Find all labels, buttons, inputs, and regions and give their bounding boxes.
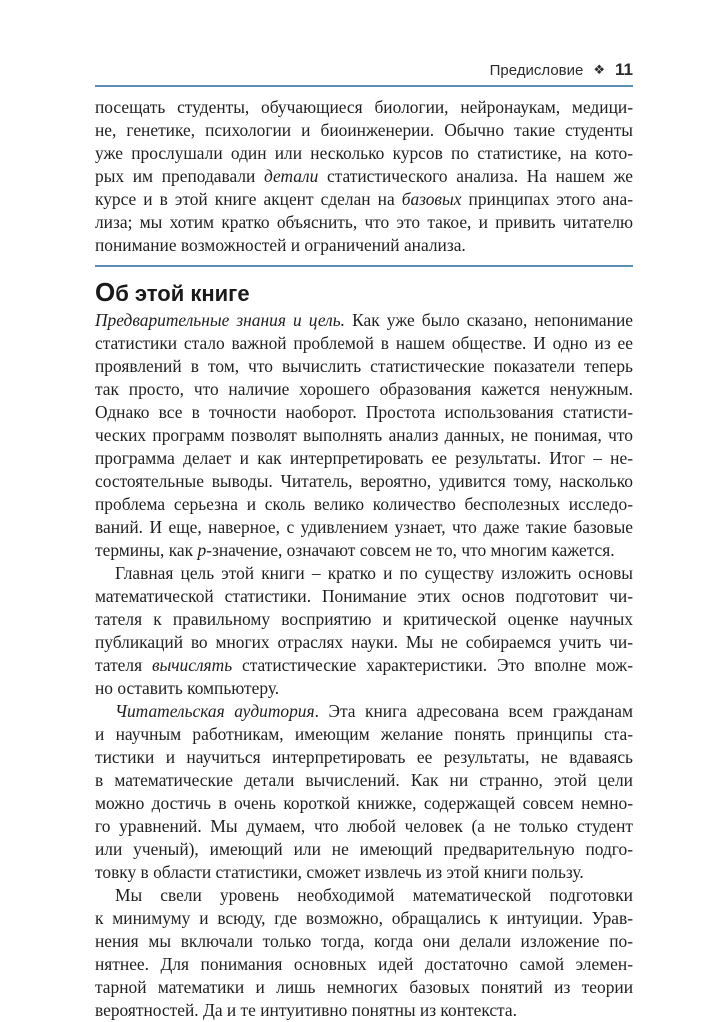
text-line: нятнее. Для понимания основных идей достаточно самой элемен-	[95, 954, 633, 974]
text-run: термины, как	[95, 540, 198, 560]
text-run: статистического анализа. На нашем же	[318, 166, 633, 186]
text-line: в математические детали вычислений. Как ни странно, этой цели	[95, 770, 633, 790]
text-line: программа делает и как интерпретировать ее результаты. Итог – не-	[95, 448, 633, 468]
header-rule	[95, 85, 633, 87]
text-line	[95, 654, 633, 677]
text-run: рых им преподавали	[95, 166, 265, 186]
heading-rest: б этой книге	[115, 281, 250, 306]
text-line: Однако все в точности наоборот. Простота использования статисти-	[95, 402, 633, 422]
page-number: 11	[615, 60, 633, 79]
text-line	[95, 188, 633, 211]
text-line: посещать студенты, обучающиеся биологии, нейронаукам, медици-	[95, 97, 633, 117]
text-run: тателя	[95, 655, 152, 675]
section-rule	[95, 265, 633, 267]
text-line: или ученый), имеющий или не имеющий предварительную подго-	[95, 839, 633, 859]
text-line: так просто, что наличие хорошего образования кажется ненужным.	[95, 379, 633, 399]
text-line: проблема серьезна и сколь велико количество бесполезных исследо-	[95, 494, 633, 514]
text-line: и научным работникам, имеющим желание понять принципы ста-	[95, 724, 633, 744]
text-line: тателя к правильному восприятию и критической оценке научных	[95, 609, 633, 629]
running-header	[95, 58, 633, 82]
italic-term: p	[197, 540, 207, 560]
running-header-title: Предисловие	[489, 61, 584, 79]
text-line: тистики и научиться интерпретировать ее результаты, не вдаваясь	[95, 747, 633, 767]
text-line: состоятельные выводы. Читатель, вероятно, удивится тому, насколько	[95, 471, 633, 491]
text-run: статистические характеристики. Это вполне мож-	[232, 655, 633, 675]
text-line: проявлений в том, что вычислить статистические показатели теперь	[95, 356, 633, 376]
text-line: вероятностей. Да и те интуитивно понятны из контекста.	[95, 1000, 517, 1020]
text-line: но оставить компьютеру.	[95, 678, 280, 698]
text-line	[95, 539, 633, 562]
text-line: можно достичь в очень короткой книжке, содержащей совсем немно-	[95, 793, 633, 813]
text-run: Как уже было сказано, непонимание	[345, 310, 633, 330]
italic-term: базовых	[401, 189, 462, 209]
text-line	[95, 165, 633, 188]
text-line: го уравнений. Мы думаем, что любой человек (а не только студент	[95, 816, 633, 836]
text-run: принципах этого ана-	[461, 189, 633, 209]
italic-term: Читательская аудитория	[115, 701, 315, 721]
text-line	[95, 309, 633, 332]
italic-term: Предварительные знания и цель.	[95, 310, 346, 330]
text-line: Мы свели уровень необходимой математической подготовки	[115, 885, 633, 905]
text-line: статистики стало важной проблемой в нашем обществе. И одно из ее	[95, 333, 633, 353]
section-heading	[95, 276, 250, 308]
text-line: к минимуму и всюду, где возможно, обращались к интуиции. Урав-	[95, 908, 633, 928]
text-line: публикаций во многих отраслях науки. Мы не собираемся учить чи-	[95, 632, 633, 652]
text-line: не, генетике, психологии и биоинженерии. Обычно такие студенты	[95, 120, 633, 140]
text-run: . Эта книга адресована всем гражданам	[314, 701, 633, 721]
text-line: математической статистики. Понимание этих основ подготовит чи-	[95, 586, 633, 606]
text-line	[115, 700, 633, 723]
fleuron-icon: ❖	[593, 62, 606, 77]
italic-term: вычислять	[151, 655, 233, 675]
text-run: курсе и в этой книге акцент сделан на	[95, 189, 402, 209]
text-line: товку в области статистики, сможет извлечь из этой книги пользу.	[95, 862, 584, 882]
heading-initial: О	[95, 277, 116, 307]
text-line: тарной математики и лишь немногих базовых понятий из теории	[95, 977, 633, 997]
text-line: ческих программ позволят выполнять анализ данных, не понимая, что	[95, 425, 633, 445]
text-line: Главная цель этой книги – кратко и по существу изложить основы	[115, 563, 633, 583]
text-line: уже прослушали один или несколько курсов по статистике, на кото-	[95, 143, 633, 163]
text-line: ваний. И еще, наверное, с удивлением узнает, что даже такие базовые	[95, 517, 633, 537]
text-run: -значение, означают совсем не то, что многим кажется.	[206, 540, 615, 560]
italic-term: детали	[264, 166, 319, 186]
text-line: понимание возможностей и ограничений анализа.	[95, 235, 466, 255]
text-line: лиза; мы хотим кратко объяснить, что это такое, и привить читателю	[95, 212, 633, 232]
text-line: нения мы включали только тогда, когда они делали изложение по-	[95, 931, 633, 951]
